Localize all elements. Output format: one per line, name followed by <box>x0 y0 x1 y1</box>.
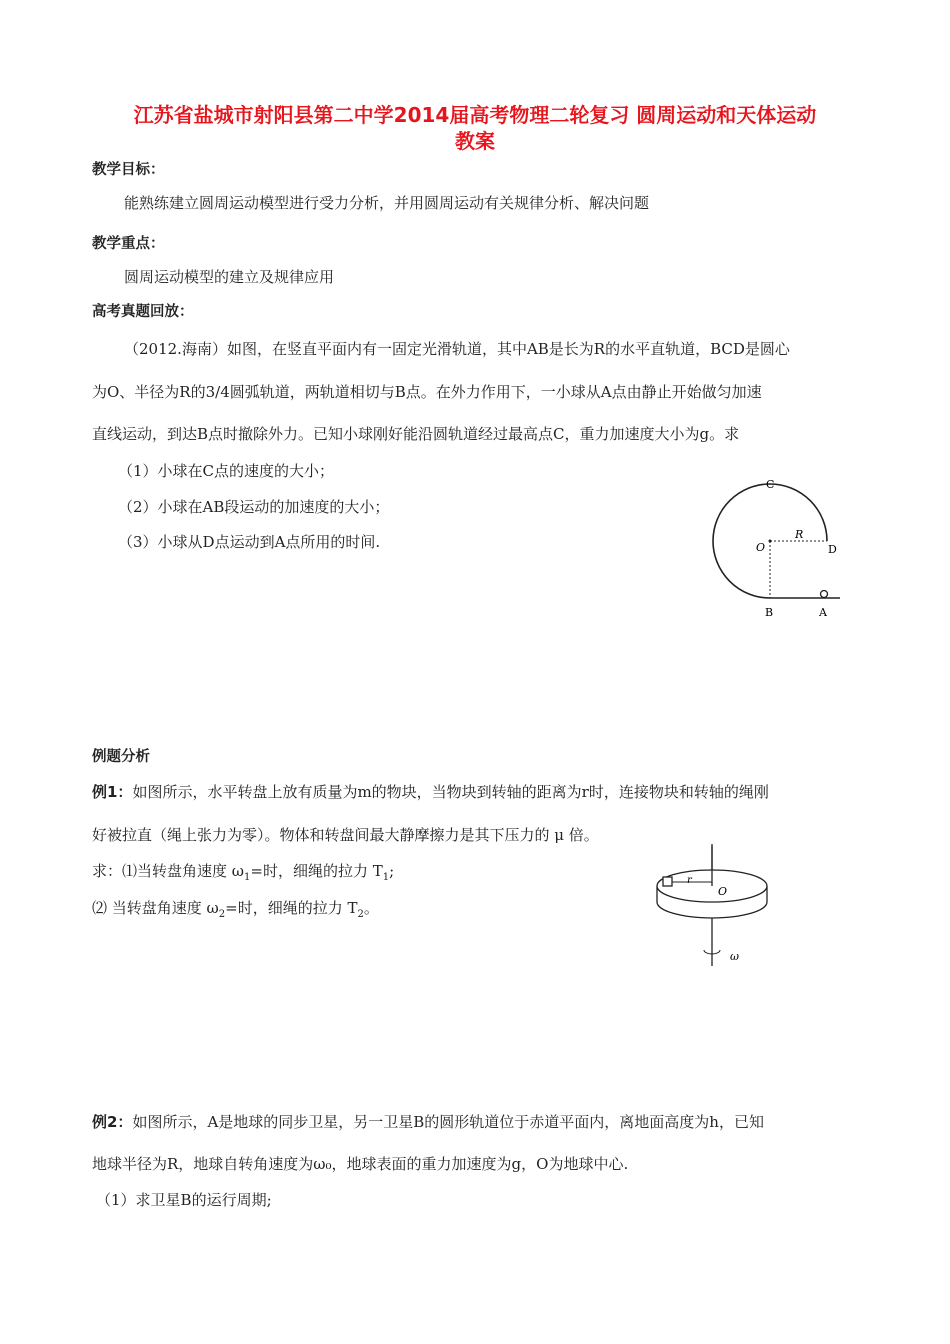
q2-prefix: ⑵ 当转盘角速度 ω <box>92 899 219 917</box>
q1-sub2: 1 <box>382 872 390 883</box>
label-c: C <box>766 478 775 491</box>
focus-text: 圆周运动模型的建立及规律应用 <box>124 268 335 286</box>
q2-end: 。 <box>363 899 379 917</box>
ball-icon <box>821 591 828 598</box>
exam-line-1: （2012.海南）如图，在竖直平面内有一固定光滑轨道，其中AB是长为R的水平直轨道，BCD是圆心 <box>124 340 790 358</box>
label-b: B <box>765 606 774 619</box>
q2-mid: =时，细绳的拉力 T <box>225 899 358 917</box>
exam-question-1: （1）小球在C点的速度的大小； <box>118 462 335 480</box>
circular-track-diagram <box>700 470 850 630</box>
example2-line-2: 地球半径为R，地球自转角速度为ω₀，地球表面的重力加速度为g，O为地球中心. <box>92 1155 629 1173</box>
example1-line-1 <box>92 781 769 802</box>
q1-prefix: 求：⑴当转盘角速度 ω <box>92 862 245 880</box>
example1-question-1 <box>92 860 394 883</box>
example1-line-2: 好被拉直（绳上张力为零）。物体和转盘间最大静摩擦力是其下压力的 μ 倍。 <box>92 826 599 844</box>
goal-heading: 教学目标： <box>92 162 165 178</box>
exam-question-3: （3）小球从D点运动到A点所用的时间. <box>118 533 381 551</box>
exam-heading: 高考真题回放： <box>92 304 194 320</box>
exam-line-2: 为O、半径为R的3/4圆弧轨道，两轨道相切与B点。在外力作用下，一小球从A点由静止开始做匀加速 <box>92 383 762 401</box>
example2-text-1: 如图所示，A是地球的同步卫星，另一卫星B的圆形轨道位于赤道平面内，离地面高度为h，已知 <box>132 1113 764 1131</box>
example1-label: 例1： <box>92 783 133 801</box>
focus-heading: 教学重点： <box>92 236 165 252</box>
document-title-line1: 江苏省盐城市射阳县第二中学2014届高考物理二轮复习 圆周运动和天体运动 <box>133 103 817 127</box>
document-title-line2: 教案 <box>455 129 495 153</box>
label-r: R <box>795 528 804 541</box>
q1-end: ; <box>389 862 395 880</box>
center-point <box>769 540 772 543</box>
q1-sub: 1 <box>244 872 251 883</box>
exam-question-2: （2）小球在AB段运动的加速度的大小； <box>118 498 390 516</box>
example2-line-1 <box>92 1111 764 1132</box>
label-omega: ω <box>730 950 739 963</box>
label-o-turntable: O <box>718 885 728 898</box>
q1-mid: =时，细绳的拉力 T <box>250 862 383 880</box>
block-icon <box>663 877 672 886</box>
q2-sub: 2 <box>218 909 226 920</box>
example1-text-1: 如图所示，水平转盘上放有质量为m的物块，当物块到转轴的距离为r时，连接物块和转轴的绳刚 <box>132 783 769 801</box>
label-o: O <box>756 541 766 554</box>
examples-heading: 例题分析 <box>92 749 150 765</box>
example1-question-2 <box>92 897 379 920</box>
goal-text: 能熟练建立圆周运动模型进行受力分析，并用圆周运动有关规律分析、解决问题 <box>124 194 650 212</box>
turntable-diagram <box>650 842 780 970</box>
example2-label: 例2： <box>92 1113 133 1131</box>
label-a: A <box>819 606 827 619</box>
label-r-small: r <box>687 875 692 886</box>
example2-question-1: （1）求卫星B的运行周期; <box>96 1191 272 1209</box>
q2-sub2: 2 <box>357 909 364 920</box>
exam-line-3: 直线运动，到达B点时撤除外力。已知小球刚好能沿圆轨道经过最高点C，重力加速度大小为g。求 <box>92 425 740 443</box>
label-d: D <box>828 543 837 556</box>
